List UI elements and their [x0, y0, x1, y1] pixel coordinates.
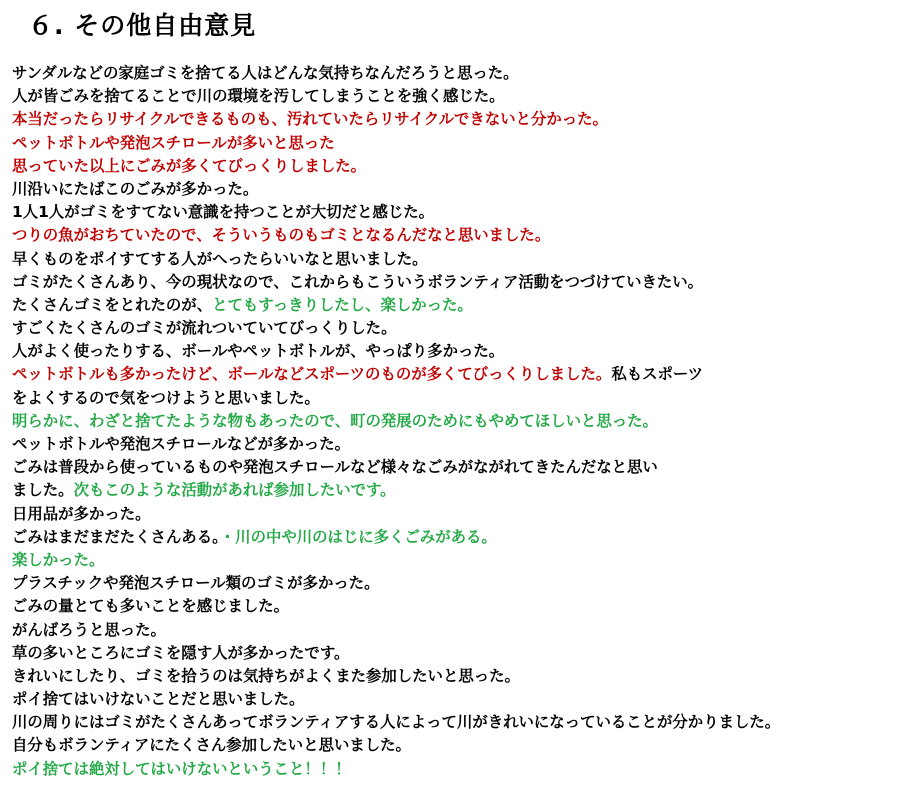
opinion-text-red: つりの魚がおちていたので、そういうものもゴミとなるんだなと思いました。 — [12, 226, 551, 245]
opinion-line — [12, 595, 898, 618]
opinion-text-green: 明らかに、わざと捨てたような物もあったので、町の発展のためにもやめてほしいと思った。 — [12, 411, 658, 430]
opinion-text-red: ペットボトルや発泡スチロールが多いと思った — [12, 133, 335, 152]
opinion-text-black: たくさんゴミをとれたのが、 — [12, 295, 213, 314]
opinion-line — [12, 294, 898, 317]
opinion-line — [12, 526, 898, 549]
opinion-line — [12, 271, 898, 294]
opinion-text-black: 日用品が多かった。 — [12, 504, 151, 523]
opinion-line — [12, 665, 898, 688]
opinion-text-black: 1人1人がゴミをすてない意識を持つことが大切だと感じた。 — [12, 203, 435, 222]
opinion-line — [12, 178, 898, 201]
opinion-text-black: 私もスポーツ — [611, 365, 704, 384]
opinion-line — [12, 155, 898, 178]
opinion-line — [12, 85, 898, 108]
opinion-text-black: きれいにしたり、ゴミを拾うのは気持ちがよくまた参加したいと思った。 — [12, 666, 520, 685]
opinion-text-black: 自分もボランティアにたくさん参加したいと思いました。 — [12, 736, 411, 755]
opinion-text-black: ごみは普段から使っているものや発泡スチロールなど様々なごみがながれてきたんだなと思い — [12, 458, 658, 477]
opinion-line — [12, 363, 898, 386]
opinion-line — [12, 224, 898, 247]
opinion-line — [12, 572, 898, 595]
opinion-text-black: ごみはまだまだたくさんある。 — [12, 527, 220, 546]
opinion-text-black: ゴミがたくさんあり、今の現状なので、これからもこういうボランティア活動をつづけていきたい。 — [12, 272, 704, 291]
opinion-text-red: 本当だったらリサイクルできるものも、汚れていたらリサイクルできないと分かった。 — [12, 110, 608, 129]
opinion-text-black: ごみの量とても多いことを感じました。 — [12, 597, 290, 616]
opinion-line — [12, 387, 898, 410]
opinion-line — [12, 433, 898, 456]
opinion-line — [12, 734, 898, 757]
page-title: ６. その他自由意見 — [28, 11, 257, 40]
opinion-text-black: 草の多いところにゴミを隠す人が多かったです。 — [12, 643, 350, 662]
opinion-text-black: すごくたくさんのゴミが流れついていてびっくりした。 — [12, 319, 397, 338]
opinion-line — [12, 132, 898, 155]
opinion-line — [12, 410, 898, 433]
opinion-line — [12, 549, 898, 572]
opinion-text-red: 思っていた以上にごみが多くてびっくりしました。 — [12, 156, 366, 175]
opinion-text-black: をよくするので気をつけようと思いました。 — [12, 388, 320, 407]
opinion-line — [12, 317, 898, 340]
opinion-text-black: 人がよく使ったりする、ボールやペットボトルが、やっぱり多かった。 — [12, 342, 505, 361]
opinion-text-green: ポイ捨ては絶対してはいけないということ！！！ — [12, 759, 351, 778]
opinion-text-black: プラスチックや発泡スチロール類のゴミが多かった。 — [12, 574, 380, 593]
opinion-line — [12, 758, 898, 781]
opinion-line — [12, 688, 898, 711]
opinion-line — [12, 642, 898, 665]
opinion-text-black: ペットボトルや発泡スチロールなどが多かった。 — [12, 435, 350, 453]
opinion-text-green: ・川の中や川のはじに多くごみがある。 — [219, 527, 497, 546]
opinion-text-black: 川沿いにたばこのごみが多かった。 — [12, 179, 259, 198]
opinion-line — [12, 503, 898, 526]
opinion-text-green: とてもすっきりしたし、楽しかった。 — [212, 295, 473, 314]
opinion-text-black: 早くものをポイすてする人がへったらいいなと思いました。 — [12, 249, 428, 268]
opinion-text-red: ペットボトルも多かったけど、ボールなどスポーツのものが多くてびっくりしました。 — [12, 365, 612, 384]
opinion-line — [12, 201, 898, 224]
opinion-line — [12, 479, 898, 502]
opinion-text-black: 川の周りにはゴミがたくさんあってボランティアする人によって川がきれいになっていることが分かりました。 — [12, 713, 781, 732]
opinion-line — [12, 108, 898, 131]
opinion-text-black: サンダルなどの家庭ゴミを捨てる人はどんな気持ちなんだろうと思った。 — [12, 64, 519, 82]
opinion-line — [12, 711, 898, 734]
opinion-text-black: ました。 — [12, 481, 74, 500]
opinion-text-green: 楽しかった。 — [12, 550, 105, 569]
opinion-line — [12, 248, 898, 271]
opinion-text-black: がんばろうと思った。 — [12, 620, 166, 639]
opinion-line — [12, 619, 898, 642]
opinion-list — [12, 62, 898, 781]
opinion-line — [12, 62, 898, 85]
opinion-line — [12, 340, 898, 363]
opinion-text-black: 人が皆ごみを捨てることで川の環境を汚してしまうことを強く感じた。 — [12, 87, 505, 106]
opinion-text-green: 次もこのような活動があれば参加したいです。 — [73, 481, 396, 500]
opinion-line — [12, 456, 898, 479]
opinion-text-black: ポイ捨てはいけないことだと思いました。 — [12, 690, 305, 709]
